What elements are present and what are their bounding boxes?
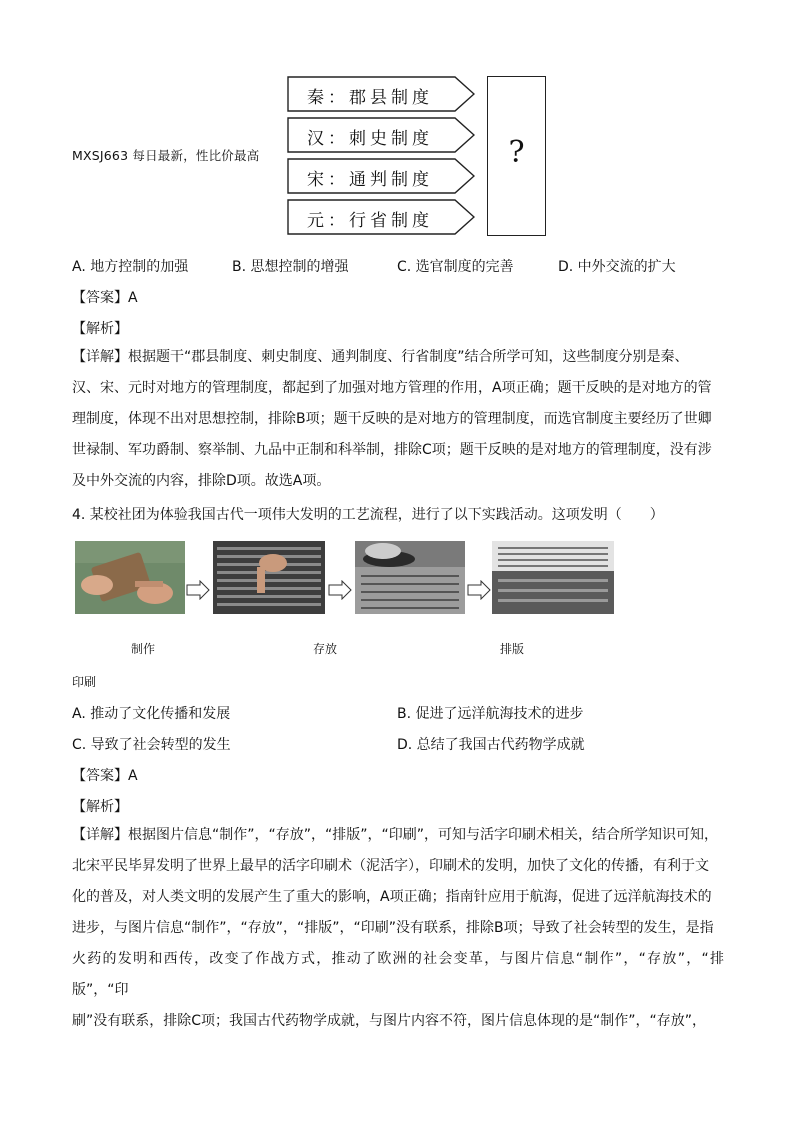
q4-detail-line: 化的普及，对人类文明的发展产生了重大的影响，A项正确；指南针应用于航海，促进了远洋航海技术的 [72, 889, 712, 905]
q3-option-d: D. 中外交流的扩大 [558, 259, 676, 275]
flow-arrow-icon [328, 580, 352, 600]
caption-making: 制作 [131, 642, 156, 656]
flow-arrow-icon [467, 580, 491, 600]
q4-detail-line: 进步，与图片信息“制作”，“存放”，“排版”，“印刷”没有联系，排除B项；导致了社会转型的发生，是指 [72, 920, 714, 936]
caption-printing: 印刷 [72, 675, 97, 689]
making-type-photo [75, 541, 185, 614]
q4-detail [72, 820, 724, 1037]
printing-photo [492, 541, 614, 614]
q3-detail-line: 世禄制、军功爵制、察举制、九品中正制和科举制，排除C项；题干反映的是对地方的管理制度，没有涉 [72, 442, 712, 458]
caption-typesetting: 排版 [500, 642, 525, 656]
q3-analysis-label: 【解析】 [72, 321, 128, 337]
question-box [487, 76, 546, 236]
q4-option-b: B. 促进了远洋航海技术的进步 [397, 706, 584, 722]
q3-option-a: A. 地方控制的加强 [72, 259, 189, 275]
q4-stem: 4. 某校社团为体验我国古代一项伟大发明的工艺流程，进行了以下实践活动。这项发明（ ） [72, 507, 664, 523]
q4-option-a: A. 推动了文化传播和发展 [72, 706, 231, 722]
q4-detail-line: 刷”没有联系，排除C项；我国古代药物学成就，与图片内容不符，图片信息体现的是“制作”，“存放”， [72, 1013, 707, 1029]
watermark-text: MXSJ663 每日最新，性比价最高 [72, 148, 260, 163]
q3-answer: 【答案】A [72, 290, 138, 306]
q4-answer: 【答案】A [72, 768, 138, 784]
flow-arrow-icon [186, 580, 210, 600]
diagram-item-han [287, 117, 475, 153]
q3-detail-line: 【详解】根据题干“郡县制度、刺史制度、通判制度、行省制度”结合所学可知，这些制度分别是秦、 [72, 349, 689, 365]
diagram-item-yuan [287, 199, 475, 235]
q4-detail-line: 【详解】根据图片信息“制作”，“存放”，“排版”，“印刷”，可知与活字印刷术相关，结合所学知识可知， [72, 827, 719, 843]
q3-detail-line: 及中外交流的内容，排除D项。故选A项。 [72, 473, 331, 489]
q3-detail-line: 理制度，体现不出对思想控制，排除B项；题干反映的是对地方的管理制度，而选官制度主要经历了世卿 [72, 411, 712, 427]
storing-type-photo [213, 541, 325, 614]
q3-option-c: C. 选官制度的完善 [397, 259, 514, 275]
typesetting-photo [355, 541, 465, 614]
q4-analysis-label: 【解析】 [72, 799, 128, 815]
q4-detail-line: 火药的发明和西传，改变了作战方式，推动了欧洲的社会变革，与图片信息“制作”，“存放”，“排版”，“印 [72, 951, 724, 998]
diagram-item-qin [287, 76, 475, 112]
q3-detail-line: 汉、宋、元时对地方的管理制度，都起到了加强对地方管理的作用，A项正确；题干反映的是对地方的管 [72, 380, 712, 396]
q4-option-d: D. 总结了我国古代药物学成就 [397, 737, 585, 753]
diagram-item-label: 秦：郡县制度 [307, 88, 433, 108]
q4-detail-line: 北宋平民毕昇发明了世界上最早的活字印刷术（泥活字），印刷术的发明，加快了文化的传播，有利于文 [72, 858, 709, 874]
question-mark: ? [508, 135, 525, 170]
q3-detail [72, 342, 724, 497]
diagram-item-label: 元：行省制度 [307, 211, 433, 231]
diagram-item-label: 汉：刺史制度 [307, 129, 433, 149]
caption-storing: 存放 [313, 642, 338, 656]
diagram-item-label: 宋：通判制度 [307, 170, 433, 190]
q3-option-b: B. 思想控制的增强 [232, 259, 349, 275]
q4-option-c: C. 导致了社会转型的发生 [72, 737, 231, 753]
diagram-item-song [287, 158, 475, 194]
